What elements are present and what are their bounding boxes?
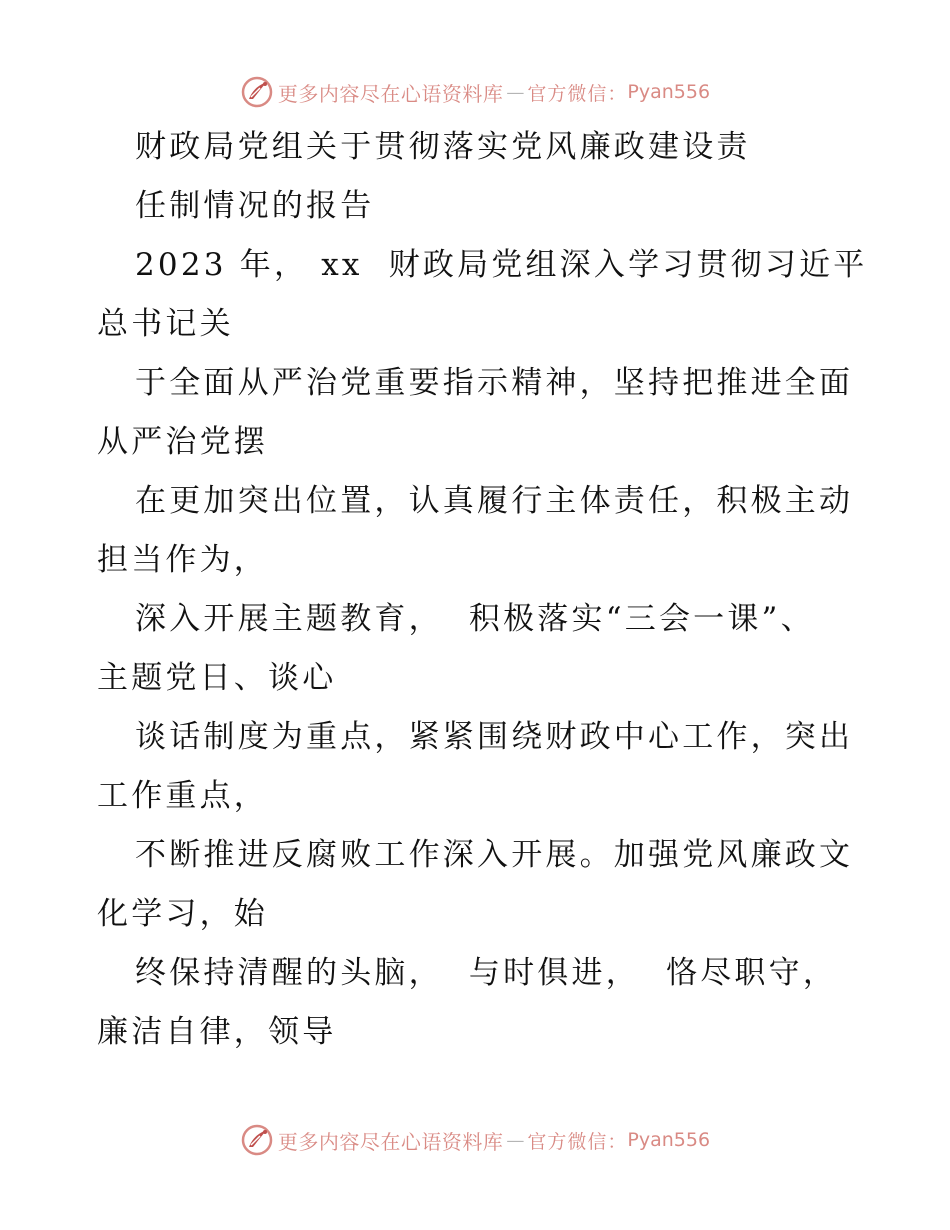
paragraph-line: 在更加突出位置，认真履行主体责任，积极主动 bbox=[135, 483, 854, 519]
paragraph-line: 工作重点， bbox=[97, 778, 268, 814]
paragraph-line: 主题党日、谈心 bbox=[97, 660, 337, 696]
title-line-1: 财政局党组关于贯彻落实党风廉政建设责 bbox=[135, 129, 751, 165]
paragraph-line: 不断推进反腐败工作深入开展。加强党风廉政文 bbox=[135, 837, 854, 873]
watermark-wechat-id: Pyan556 bbox=[627, 1129, 711, 1151]
logo-icon bbox=[240, 1123, 274, 1157]
watermark-text: 更多内容尽在心语资料库 bbox=[277, 81, 504, 106]
paragraph-line: 终保持清醒的头脑， 与时俱进， 恪尽职守， bbox=[135, 955, 838, 991]
logo-icon bbox=[240, 75, 274, 109]
watermark-wechat-label: 官方微信： bbox=[527, 1130, 628, 1153]
paragraph-line: 化学习，始 bbox=[97, 896, 268, 932]
watermark-wechat-id: Pyan556 bbox=[627, 81, 711, 103]
document-body bbox=[97, 118, 867, 1062]
title-line-2: 任制情况的报告 bbox=[135, 188, 375, 224]
header-watermark bbox=[0, 72, 950, 112]
paragraph-line: 2023 年， xx 财政局党组深入学习贯彻习近平 bbox=[135, 247, 868, 283]
paragraph-line: 廉洁自律，领导 bbox=[97, 1014, 337, 1050]
watermark-text: 更多内容尽在心语资料库 bbox=[277, 1129, 504, 1154]
watermark-wechat-label: 官方微信： bbox=[527, 82, 628, 105]
paragraph-line: 深入开展主题教育， 积极落实“三会一课”、 bbox=[135, 601, 815, 637]
footer-watermark bbox=[0, 1120, 950, 1160]
paragraph-line: 谈话制度为重点，紧紧围绕财政中心工作，突出 bbox=[135, 719, 854, 755]
watermark-separator: — bbox=[506, 1129, 525, 1151]
paragraph-line: 担当作为， bbox=[97, 542, 268, 578]
watermark-separator: — bbox=[506, 81, 525, 103]
paragraph-line: 从严治党摆 bbox=[97, 424, 268, 460]
paragraph-line: 总书记关 bbox=[97, 306, 234, 342]
paragraph-line: 于全面从严治党重要指示精神，坚持把推进全面 bbox=[135, 365, 854, 401]
